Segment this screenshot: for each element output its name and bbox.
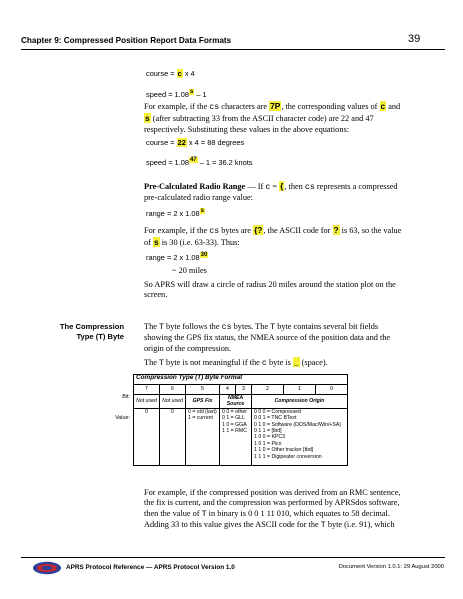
value-bit-6: 0	[160, 408, 186, 465]
speed-result-equation: speed = $1.08^{47} - 1 = 36.2$ knots	[146, 157, 253, 167]
field-nmea-source: NMEA Source	[220, 395, 252, 409]
footer-version: Document Version 1.0.1: 29 August 2000	[338, 564, 444, 570]
bit-4: 4	[220, 385, 236, 395]
section-heading: The Compression Type (T) Byte	[59, 322, 124, 341]
range-result-equation: range = 2 x 1.08$^{30}$	[146, 252, 208, 262]
bit-0: 0	[316, 385, 348, 395]
radio-range-heading: Pre-Calculated Radio Range	[144, 182, 246, 191]
radio-range-paragraph: Pre-Calculated Radio Range — If c = {, then cs represents a compressed pre-calculated radio range value:	[144, 181, 398, 203]
page-number: 39	[408, 33, 421, 45]
space-char-highlight: _	[293, 357, 299, 367]
closing-paragraph: For example, if the compressed position was derived from an RMC sentence, the fix is current, and the compression was performed by APRSdos software, then the value of T in binary is 0 0 1 11 010, which equates to 58 decimal. Adding 33 to this value gives the ASCII code for the T byte (i.e. 91), which	[144, 488, 401, 531]
value-row-label: Value:	[115, 415, 130, 421]
bit-6: 6	[160, 385, 186, 395]
compression-type-table	[133, 374, 348, 466]
course-result-equation: course = 22 x 4 = 88 degrees	[146, 138, 245, 147]
value-gps-fix: 0 = old (last) 1 = current	[186, 408, 220, 465]
chars-highlight: 7P	[270, 101, 281, 111]
range-example-paragraph: For example, if the cs bytes are {?, the ASCII code for ? is 63, so the value of s is 30 (i.e. 63-33). Thus:	[144, 225, 402, 248]
value-bit-7: 0	[134, 408, 160, 465]
example-paragraph-1: For example, if the cs characters are 7P, the corresponding values of c and s (after subtracting 33 from the ASCII character code) are 22 and 47 respectively. Substituting these values in the above equations:	[144, 101, 401, 134]
value-nmea-source: 0 0 = other 0 1 = GLL 1 0 = GGA 1 1 = RMC	[220, 408, 252, 465]
bit-7: 7	[134, 385, 160, 395]
range-equation: range = 2 x 1.08$^s$	[146, 208, 204, 218]
t-byte-paragraph: The T byte follows the cs bytes. The T byte contains several bit fields showing the GPS fix status, the NMEA source of the position data and the origin of the compression.	[144, 322, 391, 353]
field-not-used-6: Not used	[160, 395, 186, 409]
table-title: Compression Type (T) Byte Format	[134, 375, 348, 385]
bit-3: 3	[236, 385, 252, 395]
t-byte-note: The T byte is not meaningful if the c byte is _ (space).	[144, 357, 328, 368]
chapter-title: Chapter 9: Compressed Position Report Data Formats	[21, 36, 232, 45]
speed-equation: speed = $1.08^s - 1$	[146, 89, 207, 99]
bit-5: 5	[186, 385, 220, 395]
bit-row-label: Bit:	[122, 394, 130, 400]
footer-rule	[21, 557, 445, 558]
field-compression-origin: Compression Origin	[252, 395, 348, 409]
bit-2: 2	[252, 385, 284, 395]
header-rule	[21, 49, 445, 50]
value-compression-origin: 0 0 0 = Compressed 0 0 1 = TNC BText 0 1 0 = Software (DOS/Mac/Win/+SA) 0 1 1 = [tbd] 1 0 0 = KPC3 1 0 1 = Pico 1 1 0 = Other tracker [tbd] 1 1 1 = Digipeater conversion	[252, 408, 348, 465]
tapr-logo-icon	[32, 561, 62, 575]
bit-1: 1	[284, 385, 316, 395]
footer-title: APRS Protocol Reference — APRS Protocol Version 1.0	[66, 564, 235, 571]
aprs-circle-paragraph: So APRS will draw a circle of radius 20 miles around the station plot on the screen.	[144, 280, 396, 300]
field-not-used-7: Not used	[134, 395, 160, 409]
field-gps-fix: GPS Fix	[186, 395, 220, 409]
c-highlight: c	[177, 69, 182, 78]
course-equation: course = c x 4	[146, 69, 195, 78]
s-exponent-highlight: s	[189, 89, 194, 95]
approx-miles: ~ 20 miles	[172, 266, 207, 275]
